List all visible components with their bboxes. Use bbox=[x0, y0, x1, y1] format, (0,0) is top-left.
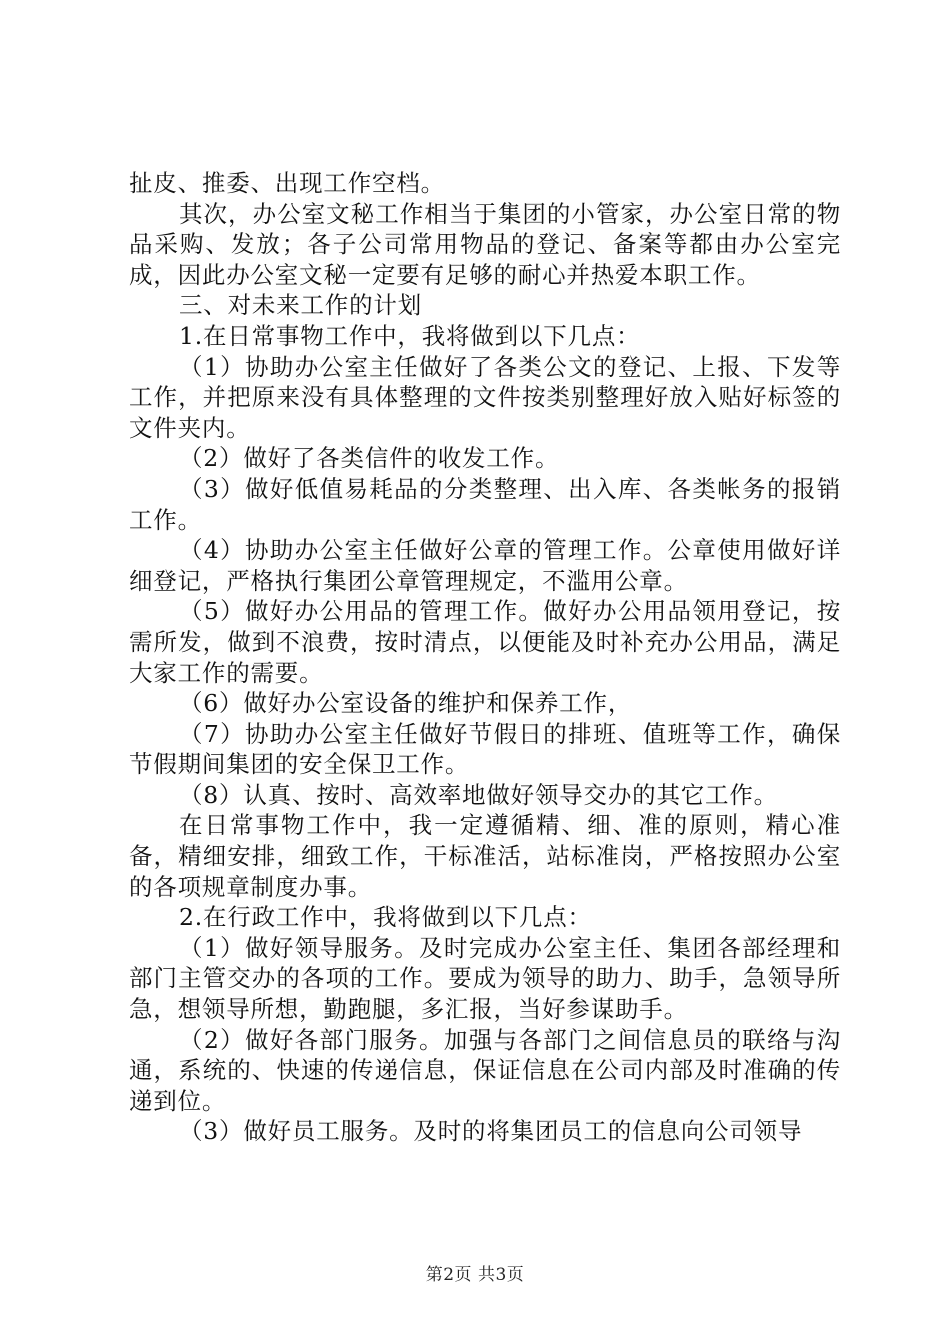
section-heading: 三、对未来工作的计划 bbox=[179, 291, 422, 320]
document-body bbox=[129, 168, 841, 1147]
paragraph: 在日常事物工作中，我一定遵循精、细、准的原则，精心准备，精细安排，细致工作，干标准活，站标准岗，严格按照办公室的各项规章制度办事。 bbox=[129, 811, 841, 901]
list-item: （2）做好了各类信件的收发工作。 bbox=[179, 444, 560, 473]
list-item: （2）做好各部门服务。加强与各部门之间信息员的联络与沟通，系统的、快速的传递信息，保证信息在公司内部及时准确的传递到位。 bbox=[129, 1025, 841, 1115]
list-item: （1）做好领导服务。及时完成办公室主任、集团各部经理和部门主管交办的各项的工作。要成为领导的助力、助手，急领导所急，想领导所想，勤跑腿，多汇报，当好参谋助手。 bbox=[129, 933, 841, 1024]
page-footer bbox=[0, 1264, 950, 1286]
subsection-heading: 1.在日常事物工作中，我将做到以下几点： bbox=[179, 321, 641, 350]
paragraph: 其次，办公室文秘工作相当于集团的小管家，办公室日常的物品采购、发放；各子公司常用物品的登记、备案等都由办公室完成，因此办公室文秘一定要有足够的耐心并热爱本职工作。 bbox=[129, 199, 841, 289]
list-item: （4）协助办公室主任做好公章的管理工作。公章使用做好详细登记，严格执行集团公章管理规定，不滥用公章。 bbox=[129, 536, 841, 595]
paragraph: 扯皮、推委、出现工作空档。 bbox=[129, 169, 445, 197]
list-item: （3）做好低值易耗品的分类整理、出入库、各类帐务的报销工作。 bbox=[129, 474, 841, 534]
page-number-label: 第2页 共3页 bbox=[425, 1265, 525, 1285]
subsection-heading: 2.在行政工作中，我将做到以下几点： bbox=[179, 903, 592, 932]
list-item: （1）协助办公室主任做好了各类公文的登记、上报、下发等工作，并把原来没有具体整理的文件按类别整理好放入贴好标签的文件夹内。 bbox=[129, 352, 841, 442]
list-item: （3）做好员工服务。及时的将集团员工的信息向公司领导 bbox=[179, 1117, 803, 1146]
list-item: （7）协助办公室主任做好节假日的排班、值班等工作，确保节假期间集团的安全保卫工作。 bbox=[129, 719, 841, 779]
list-item: （8）认真、按时、高效率地做好领导交办的其它工作。 bbox=[179, 780, 778, 809]
list-item: （6）做好办公室设备的维护和保养工作， bbox=[179, 689, 633, 718]
list-item: （5）做好办公用品的管理工作。做好办公用品领用登记，按需所发，做到不浪费，按时清点，以便能及时补充办公用品，满足大家工作的需要。 bbox=[129, 597, 841, 687]
